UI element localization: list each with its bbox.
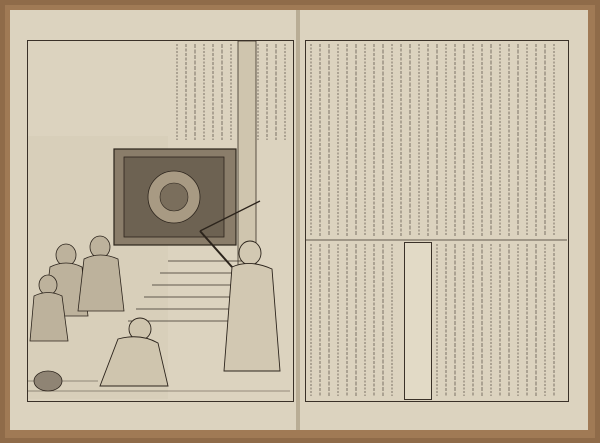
woodblock-illustration: [28, 41, 291, 399]
book-gutter: [296, 10, 300, 430]
section-title-box: [404, 242, 432, 400]
right-page-text-columns: [305, 40, 567, 400]
